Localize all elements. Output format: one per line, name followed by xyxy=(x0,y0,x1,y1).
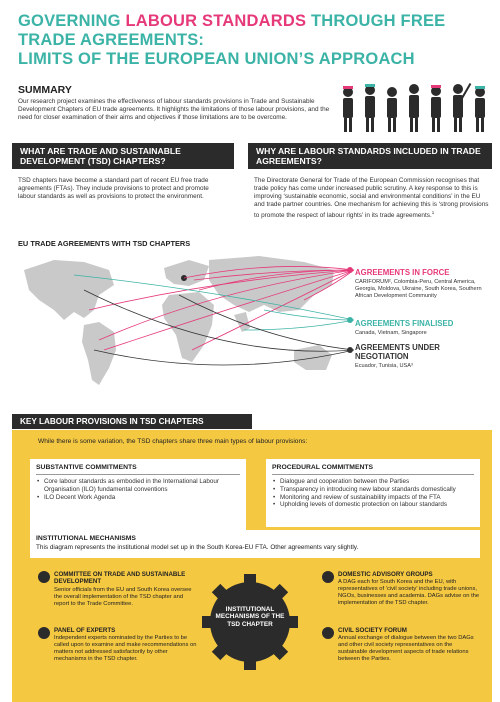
summary-text: Our research project examines the effectiveness of labour standards provisions in Trade and Sustainable Development Chapters of EU trade agreements. It highlights the limitations of those labour provisions, and the need for closer examination of their aims and objectives if those limitations are to be overcome. xyxy=(18,98,330,121)
legend-in-force-text: CARIFORUM², Colombia-Peru, Central America, Georgia, Moldova, Ukraine, South Korea, Southern African Development Community xyxy=(355,279,482,299)
legend-in-force-title: AGREEMENTS IN FORCE xyxy=(355,268,450,277)
mechanism-title: DOMESTIC ADVISORY GROUPS xyxy=(338,571,433,578)
title-part1: GOVERNING xyxy=(18,12,126,30)
mechanism-title: COMMITTEE ON TRADE AND SUSTAINABLE DEVELOPMENT xyxy=(54,571,186,586)
page-title xyxy=(18,12,488,69)
mechanism-dag xyxy=(322,571,482,607)
gear-icon xyxy=(322,571,334,583)
legend-finalised-text: Canada, Vietnam, Singapore xyxy=(355,330,427,336)
in-force-marker xyxy=(347,267,353,273)
what-heading: WHAT ARE TRADE AND SUSTAINABLE DEVELOPMENT (TSD) CHAPTERS? xyxy=(12,143,234,169)
list-item: • Transparency in introducing new labour standards domestically xyxy=(272,486,474,494)
list-item: • ILO Decent Work Agenda xyxy=(36,494,240,502)
legend-in-force xyxy=(355,268,495,300)
why-text: The Directorate General for Trade of the European Commission recognises that trade policy has come under increased public scrutiny. A key response to this is improving ‘sustainable economic, social and environmental conditions’ in the EU and trade partner countries. One mechanism for achieving this is ‘strong provisions to promote the respect of labour rights’ in its trade agreements. xyxy=(254,177,489,220)
substantive-box xyxy=(30,459,246,532)
summary-heading: SUMMARY xyxy=(18,84,72,96)
list-item: • Core labour standards as embodied in the International Labour Organisation (ILO) fundamental conventions xyxy=(36,478,240,494)
list-item: • Dialogue and cooperation between the Parties xyxy=(272,478,474,486)
gear-icon xyxy=(38,571,50,583)
negotiation-marker xyxy=(347,347,353,353)
institutional-text: This diagram represents the institutional model set up in the South Korea-EU FTA. Other agreements vary slightly. xyxy=(36,544,359,551)
legend-negotiation-text: Ecuador, Tunisia, USA³ xyxy=(355,363,413,369)
substantive-list xyxy=(36,478,240,501)
mechanism-forum xyxy=(322,627,482,663)
mechanism-committee xyxy=(38,571,198,608)
why-footnote: 1 xyxy=(431,210,435,215)
mechanism-panel xyxy=(38,627,198,663)
continents xyxy=(24,256,334,385)
mechanism-title: CIVIL SOCIETY FORUM xyxy=(338,627,407,634)
gear-center-label: INSTITUTIONAL MECHANISMS OF THE TSD CHAPTER xyxy=(215,606,285,628)
institutional-heading: INSTITUTIONAL MECHANISMS xyxy=(36,535,136,542)
title-highlight: LABOUR STANDARDS xyxy=(125,12,307,30)
mechanism-text: Independent experts nominated by the Parties to be called upon to examine and make recommendations on matters not addressed satisfactorily by other mechanisms in the TSD chapter. xyxy=(54,635,197,663)
finalised-marker xyxy=(347,317,353,323)
substantive-heading: SUBSTANTIVE COMMITMENTS xyxy=(36,464,240,475)
legend-negotiation xyxy=(355,343,495,370)
key-heading: KEY LABOUR PROVISIONS IN TSD CHAPTERS xyxy=(12,414,252,429)
legend-negotiation-title: AGREEMENTS UNDER NEGOTIATION xyxy=(355,343,440,361)
procedural-heading: PROCEDURAL COMMITMENTS xyxy=(272,464,474,475)
title-part2: THROUGH FREE TRADE AGREEMENTS: xyxy=(18,12,446,49)
why-heading: WHY ARE LABOUR STANDARDS INCLUDED IN TRADE AGREEMENTS? xyxy=(248,143,492,169)
procedural-list xyxy=(272,478,474,509)
mechanism-text: Senior officials from the EU and South Korea oversee the overall implementation of the TSD chapter and report to the Trade Committee. xyxy=(54,586,192,607)
title-line2: LIMITS OF THE EUROPEAN UNION’S APPROACH xyxy=(18,50,415,68)
mechanism-title: PANEL OF EXPERTS xyxy=(54,627,116,634)
gear-icon xyxy=(322,627,334,639)
procedural-box xyxy=(266,459,480,527)
institutional-box xyxy=(30,530,480,558)
world-map xyxy=(14,250,354,402)
key-intro: While there is some variation, the TSD chapters share three main types of labour provisions: xyxy=(38,438,308,445)
workers-pictogram xyxy=(340,76,492,136)
legend-finalised xyxy=(355,319,495,337)
what-text: TSD chapters have become a standard part of recent EU free trade agreements (FTAs). They include provisions to protect and promote labour standards as well as provisions to protect the environment. xyxy=(18,177,209,200)
list-item: • Upholding levels of domestic protection on labour standards xyxy=(272,501,474,509)
mechanism-text: A DAG each for South Korea and the EU, with representatives of ‘civil society’ including trade unions, NGOs, businesses and academia. DAGs advise on the implementation of the TSD chapter. xyxy=(338,579,480,607)
gear-icon xyxy=(38,627,50,639)
legend-finalised-title: AGREEMENTS FINALISED xyxy=(355,319,454,328)
mechanism-text: Annual exchange of dialogue between the two DAGs and other civil society representatives on the sustainable development aspects of trade relations between the Parties. xyxy=(338,635,474,663)
map-heading: EU TRADE AGREEMENTS WITH TSD CHAPTERS xyxy=(18,239,191,248)
list-item: • Monitoring and review of sustainability impacts of the FTA xyxy=(272,494,474,502)
why-text-block xyxy=(254,177,492,220)
